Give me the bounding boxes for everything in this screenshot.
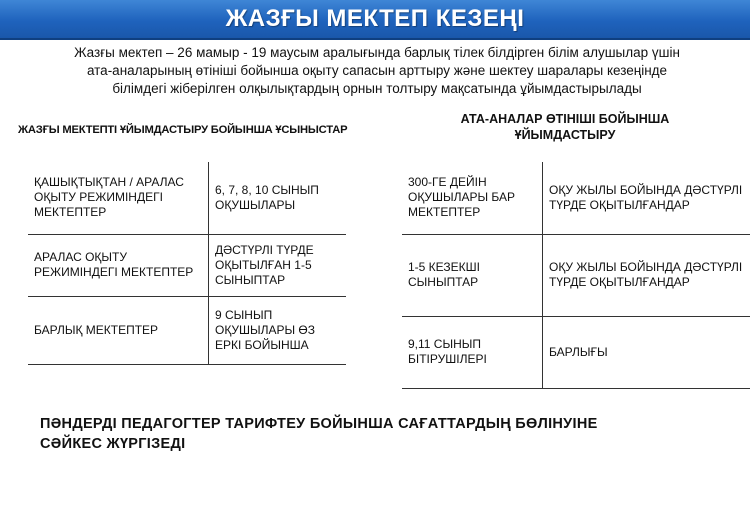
table-row xyxy=(28,234,346,296)
table-cell: ДӘСТҮРЛІ ТҮРДЕ ОҚЫТЫЛҒАН 1-5 СЫНЫПТАР xyxy=(209,234,347,296)
intro-line: ата-аналарының өтініші бойынша оқыту сапасын арттыру және шектеу шаралары кезеңінде xyxy=(86,63,668,78)
table-cell: 1-5 КЕЗЕКШІ СЫНЫПТАР xyxy=(402,234,543,316)
intro-line: білімдегі жіберілген олқылықтардың орнын толтыру мақсатында ұйымдастырылады xyxy=(112,81,642,96)
table-cell: 9 СЫНЫП ОҚУШЫЛАРЫ ӨЗ ЕРКІ БОЙЫНША xyxy=(209,296,347,364)
right-parents-request-table xyxy=(402,162,750,389)
intro-line: Жазғы мектеп – 26 мамыр - 19 маусым аралығында барлық тілек білдірген білім алушылар үшін xyxy=(74,45,680,60)
intro-paragraph xyxy=(32,44,722,98)
table-row xyxy=(28,296,346,364)
page-title: ЖАЗҒЫ МЕКТЕП КЕЗЕҢІ xyxy=(225,5,525,32)
table-cell: 300-ГЕ ДЕЙІН ОҚУШЫЛАРЫ БАР МЕКТЕПТЕР xyxy=(402,162,543,234)
right-heading-line: АТА-АНАЛАР ӨТІНІШІ БОЙЫНША xyxy=(460,112,670,126)
table-row xyxy=(402,316,750,388)
left-recommendations-table xyxy=(28,162,346,365)
footer-line: СӘЙКЕС ЖҮРГІЗЕДІ xyxy=(40,436,186,452)
table-row xyxy=(402,234,750,316)
table-cell: ОҚУ ЖЫЛЫ БОЙЫНДА ДӘСТҮРЛІ ТҮРДЕ ОҚЫТЫЛҒАНДАР xyxy=(543,162,750,234)
table-cell: 9,11 СЫНЫП БІТІРУШІЛЕРІ xyxy=(402,316,543,388)
table-cell: БАРЛЫҒЫ xyxy=(543,316,750,388)
footer-line: ПӘНДЕРДІ ПЕДАГОГТЕР ТАРИФТЕУ БОЙЫНША САҒАТТАРДЫҢ БӨЛІНУІНЕ xyxy=(40,416,598,432)
right-section-heading xyxy=(410,111,720,143)
footer-note xyxy=(40,414,730,454)
right-heading-line: ҰЙЫМДАСТЫРУ xyxy=(514,128,616,142)
table-row xyxy=(402,162,750,234)
table-row xyxy=(28,162,346,234)
table-cell: ҚАШЫҚТЫҚТАН / АРАЛАС ОҚЫТУ РЕЖИМІНДЕГІ МЕКТЕПТЕР xyxy=(28,162,209,234)
table-cell: ОҚУ ЖЫЛЫ БОЙЫНДА ДӘСТҮРЛІ ТҮРДЕ ОҚЫТЫЛҒАНДАР xyxy=(543,234,750,316)
table-cell: АРАЛАС ОҚЫТУ РЕЖИМІНДЕГІ МЕКТЕПТЕР xyxy=(28,234,209,296)
left-section-heading: ЖАЗҒЫ МЕКТЕПТІ ҰЙЫМДАСТЫРУ БОЙЫНША ҰСЫНЫСТАР xyxy=(18,124,348,136)
table-cell: БАРЛЫҚ МЕКТЕПТЕР xyxy=(28,296,209,364)
table-cell: 6, 7, 8, 10 СЫНЫП ОҚУШЫЛАРЫ xyxy=(209,162,347,234)
title-banner xyxy=(0,0,750,40)
